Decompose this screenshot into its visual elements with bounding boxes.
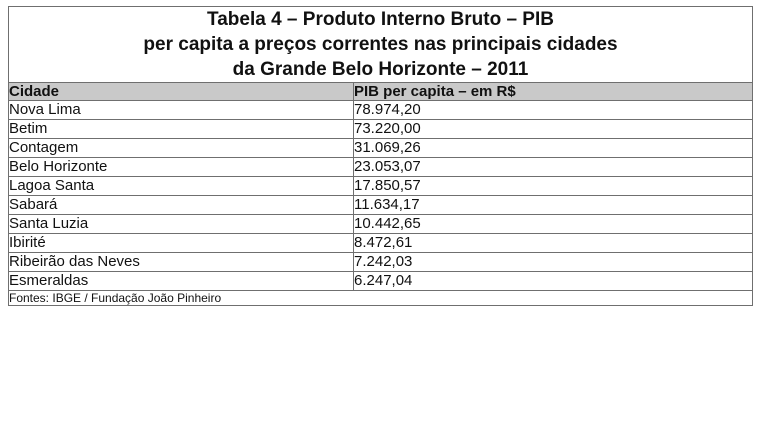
- table-row: [9, 101, 753, 120]
- table-row: [9, 234, 753, 253]
- table-row: [9, 120, 753, 139]
- table-title-row: [9, 7, 753, 83]
- table-row: [9, 272, 753, 291]
- cell-pib: 8.472,61: [354, 234, 753, 253]
- table-row: [9, 196, 753, 215]
- cell-cidade: Sabará: [9, 196, 354, 215]
- cell-pib: 23.053,07: [354, 158, 753, 177]
- table-header-row: [9, 83, 753, 101]
- column-header-pib: PIB per capita – em R$: [354, 83, 753, 101]
- title-line-2: per capita a preços correntes nas principais cidades: [143, 34, 618, 56]
- table-row: [9, 158, 753, 177]
- cell-cidade: Nova Lima: [9, 101, 354, 120]
- cell-pib: 6.247,04: [354, 272, 753, 291]
- cell-pib: 11.634,17: [354, 196, 753, 215]
- cell-pib: 31.069,26: [354, 139, 753, 158]
- cell-cidade: Lagoa Santa: [9, 177, 354, 196]
- cell-pib: 10.442,65: [354, 215, 753, 234]
- cell-cidade: Betim: [9, 120, 354, 139]
- title-line-3: da Grande Belo Horizonte – 2011: [232, 59, 529, 81]
- table-source: Fontes: IBGE / Fundação João Pinheiro: [9, 291, 753, 306]
- cell-pib: 78.974,20: [354, 101, 753, 120]
- table-title: [9, 7, 753, 83]
- cell-cidade: Santa Luzia: [9, 215, 354, 234]
- title-line-1: Tabela 4 – Produto Interno Bruto – PIB: [207, 9, 554, 30]
- cell-cidade: Ribeirão das Neves: [9, 253, 354, 272]
- cell-cidade: Ibirité: [9, 234, 354, 253]
- cell-pib: 17.850,57: [354, 177, 753, 196]
- cell-pib: 73.220,00: [354, 120, 753, 139]
- table-row: [9, 253, 753, 272]
- table-row: [9, 139, 753, 158]
- column-header-cidade: Cidade: [9, 83, 354, 101]
- table-row: [9, 177, 753, 196]
- cell-cidade: Esmeraldas: [9, 272, 354, 291]
- table-row: [9, 215, 753, 234]
- cell-cidade: Belo Horizonte: [9, 158, 354, 177]
- table-source-row: [9, 291, 753, 306]
- cell-pib: 7.242,03: [354, 253, 753, 272]
- pib-table: [8, 6, 753, 306]
- cell-cidade: Contagem: [9, 139, 354, 158]
